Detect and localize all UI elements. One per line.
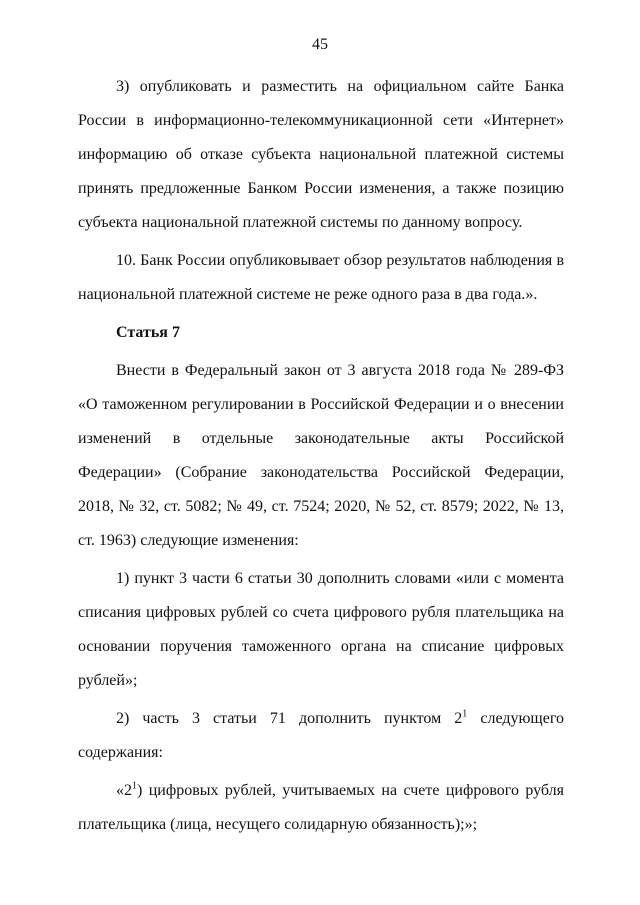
item-2-superscript: 1 <box>462 708 468 720</box>
paragraph-item-2 <box>78 702 564 770</box>
paragraph-new-point <box>78 774 564 842</box>
document-body <box>78 70 564 842</box>
item-2-text-end: следующего содержания: <box>78 710 565 761</box>
new-point-text-start: «2 <box>116 782 132 799</box>
new-point-text-end: ) цифровых рублей, учитываемых на счете цифрового рубля плательщика (лица, несущего солидарную обязанность);»; <box>78 782 564 833</box>
paragraph-publish-refusal: 3) опубликовать и разместить на официальном сайте Банка России в информационно-телекоммуникационной сети «Интернет» информацию об отказе субъекта национальной платежной системы принять предложенные Банком России изменения, а также позицию субъекта национальной платежной системы по данному вопросу. <box>78 78 564 231</box>
paragraph-amend-law: Внести в Федеральный закон от 3 августа 2018 года № 289-ФЗ «О таможенном регулировании в Российской Федерации и о внесении изменений в отдельные законодательные акты Российской Федерации» (Собрание законодательства Российской Федерации, 2018, № 32, ст. 5082; № 49, ст. 7524; 2020, № 52, ст. 8579; 2022, № 13, ст. 1963) следующие изменения: <box>78 362 564 549</box>
new-point-superscript: 1 <box>132 780 137 792</box>
page-number: 45 <box>312 36 328 53</box>
paragraph-review-publication: 10. Банк России опубликовывает обзор результатов наблюдения в национальной платежной системе не реже одного раза в два года.». <box>78 252 564 303</box>
item-2-text-start: 2) часть 3 статьи 71 дополнить пунктом 2 <box>116 710 463 727</box>
article-heading: Статья 7 <box>116 324 180 341</box>
paragraph-item-1: 1) пункт 3 части 6 статьи 30 дополнить словами «или с момента списания цифровых рублей со счета цифрового рубля плательщика на основании поручения таможенного органа на списание цифровых рублей»; <box>78 570 564 689</box>
